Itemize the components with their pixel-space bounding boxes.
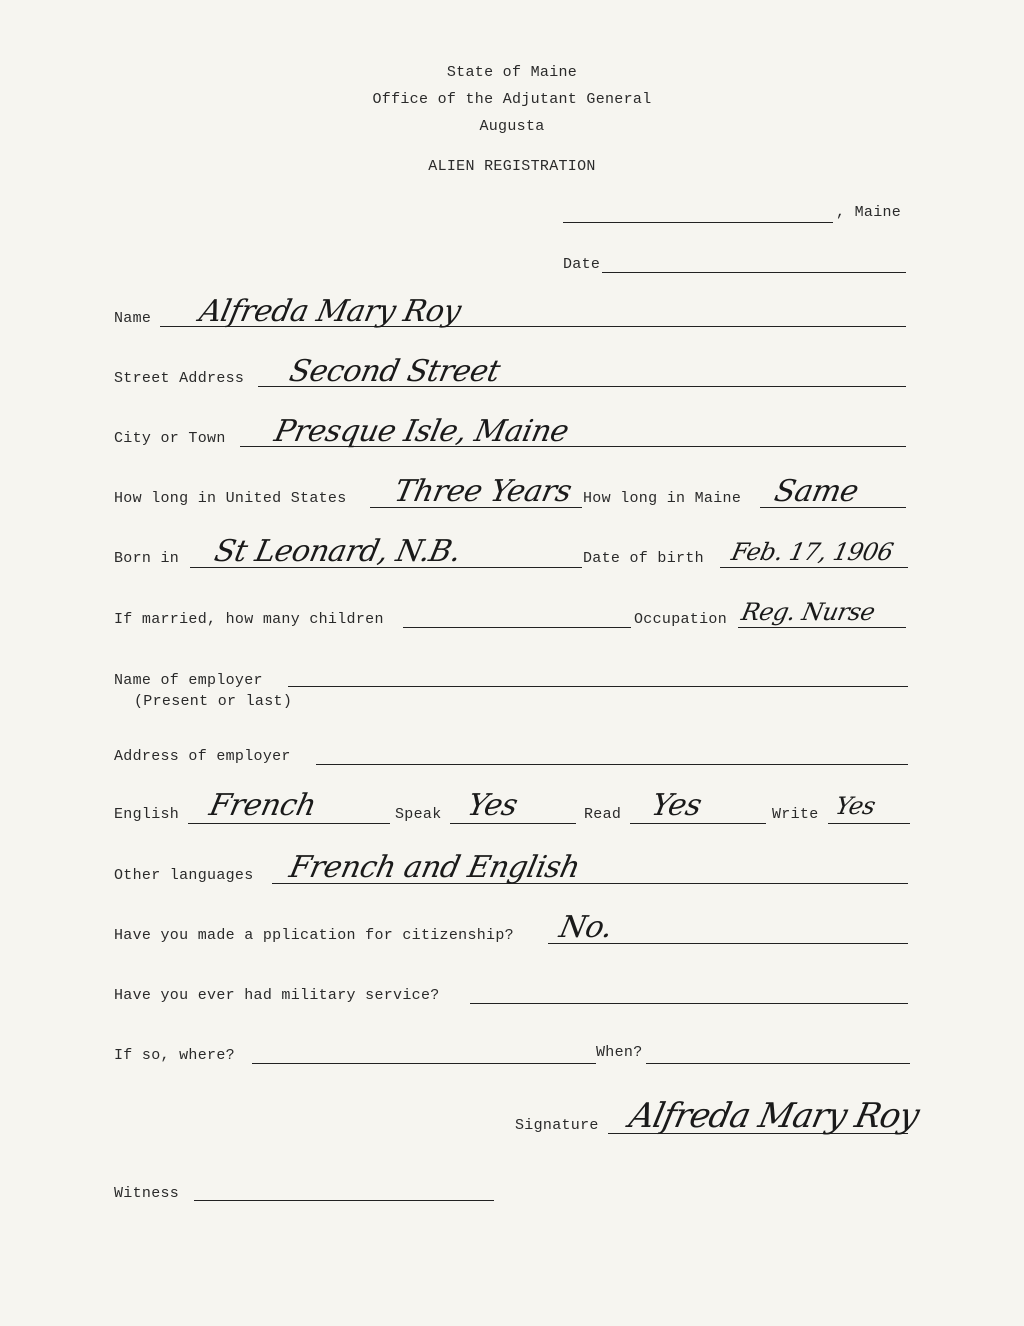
where-line bbox=[252, 1063, 596, 1064]
read-value: Yes bbox=[648, 788, 705, 823]
name-value: Alfreda Mary Roy bbox=[196, 294, 464, 329]
form-title: ALIEN REGISTRATION bbox=[428, 158, 596, 175]
employer-line bbox=[288, 686, 908, 687]
write-value: Yes bbox=[833, 792, 878, 820]
other-languages-label: Other languages bbox=[114, 867, 254, 884]
write-line bbox=[828, 823, 910, 824]
when-line bbox=[646, 1063, 910, 1064]
children-label: If married, how many children bbox=[114, 611, 384, 628]
speak-label: Speak bbox=[395, 806, 442, 823]
employer-sub-label: (Present or last) bbox=[134, 693, 293, 710]
signature-value: Alfreda Mary Roy bbox=[625, 1096, 923, 1136]
street-label: Street Address bbox=[114, 370, 245, 387]
dob-line bbox=[720, 567, 908, 568]
how-long-maine-value: Same bbox=[771, 474, 862, 509]
english-label: English bbox=[114, 806, 180, 823]
born-in-value: St Leonard, N.B. bbox=[211, 534, 464, 569]
where-label: If so, where? bbox=[114, 1047, 235, 1064]
citizenship-value: No. bbox=[556, 910, 616, 945]
write-label: Write bbox=[772, 806, 819, 823]
employer-address-label: Address of employer bbox=[114, 748, 291, 765]
military-label: Have you ever had military service? bbox=[114, 987, 440, 1004]
how-long-us-value: Three Years bbox=[391, 474, 575, 509]
how-long-maine-label: How long in Maine bbox=[583, 490, 742, 507]
witness-label: Witness bbox=[114, 1185, 180, 1202]
town-line bbox=[563, 222, 833, 223]
street-value: Second Street bbox=[286, 354, 503, 389]
when-label: When? bbox=[596, 1044, 643, 1061]
employer-label: Name of employer bbox=[114, 672, 263, 689]
city-label: City or Town bbox=[114, 430, 226, 447]
occupation-value: Reg. Nurse bbox=[739, 598, 878, 626]
header-city: Augusta bbox=[479, 118, 545, 135]
military-line bbox=[470, 1003, 908, 1004]
occupation-line bbox=[738, 627, 906, 628]
how-long-us-label: How long in United States bbox=[114, 490, 347, 507]
dob-value: Feb. 17, 1906 bbox=[729, 538, 896, 566]
occupation-label: Occupation bbox=[634, 611, 728, 628]
english-line bbox=[188, 823, 390, 824]
dob-label: Date of birth bbox=[583, 550, 704, 567]
other-languages-value: French and English bbox=[286, 850, 583, 885]
date-label: Date bbox=[563, 256, 601, 273]
header-state: State of Maine bbox=[446, 64, 578, 81]
name-label: Name bbox=[114, 310, 152, 327]
read-label: Read bbox=[584, 806, 622, 823]
read-line bbox=[630, 823, 766, 824]
city-value: Presque Isle, Maine bbox=[271, 414, 572, 449]
speak-value: Yes bbox=[464, 788, 521, 823]
employer-address-line bbox=[316, 764, 908, 765]
header-office: Office of the Adjutant General bbox=[372, 91, 652, 108]
date-line bbox=[602, 272, 906, 273]
english-value: French bbox=[206, 788, 320, 823]
speak-line bbox=[450, 823, 576, 824]
children-line bbox=[403, 627, 631, 628]
maine-label: , Maine bbox=[836, 204, 902, 221]
citizenship-label: Have you made a pplication for citizenship? bbox=[114, 927, 514, 944]
born-in-label: Born in bbox=[114, 550, 180, 567]
witness-line bbox=[194, 1200, 494, 1201]
signature-label: Signature bbox=[515, 1117, 599, 1134]
